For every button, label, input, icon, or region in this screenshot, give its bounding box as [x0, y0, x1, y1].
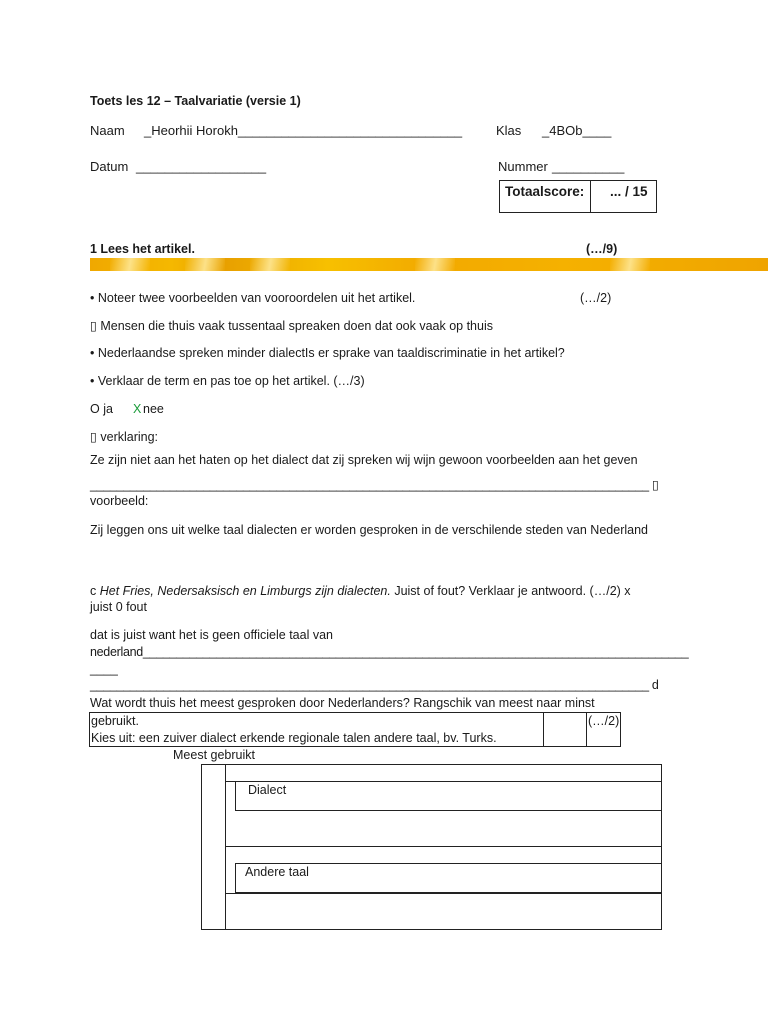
ranking-table	[201, 764, 662, 930]
question-c: c Het Fries, Nedersaksisch en Limburgs zijn dialecten. Juist of fout? Verklaar je antwoord. (…/2) x	[90, 584, 631, 598]
verklaring-label: ▯ verklaring:	[90, 430, 159, 444]
answer-underline: ____________________________________________________________________________________ ▯	[90, 478, 659, 492]
decorative-banner	[90, 258, 768, 271]
rank-1-cell[interactable]	[235, 781, 662, 811]
naam-field[interactable]: _Heorhii Horokh_______________________________	[144, 123, 463, 138]
answer-line-1: ▯ Mensen die thuis vaak tussentaal spreaken doen dat ook vaak op thuis	[90, 319, 493, 333]
question-d-marker: ____________________________________________________________________________________ d	[90, 678, 659, 692]
question-c-answer-3: ____	[90, 662, 118, 676]
option-nee[interactable]: nee	[143, 402, 164, 416]
totaalscore-label: Totaalscore:	[505, 184, 585, 199]
option-ja[interactable]: O ja	[90, 402, 113, 416]
question-a: • Noteer twee voorbeelden van vooroordelen uit het artikel.	[90, 291, 416, 305]
kies-uit-options: Kies uit: een zuiver dialect erkende regionale talen andere taal, bv. Turks.	[91, 731, 497, 745]
question-d-score: (…/2)	[588, 714, 620, 728]
klas-label: Klas	[496, 123, 522, 138]
section-1-score: (…/9)	[586, 242, 618, 256]
rank-2-cell[interactable]	[235, 863, 662, 893]
question-b-instruction: • Verklaar de term en pas toe op het artikel. (…/3)	[90, 374, 365, 388]
question-c-answer-1[interactable]: dat is juist want het is geen officiele taal van	[90, 628, 333, 642]
voorbeeld-label: voorbeeld:	[90, 494, 149, 508]
datum-field[interactable]: __________________	[136, 159, 267, 174]
meest-gebruikt-label: Meest gebruikt	[173, 748, 255, 762]
option-checked-mark[interactable]: X	[133, 402, 142, 416]
verklaring-answer[interactable]: Ze zijn niet aan het haten op het dialect dat zij spreken wij wijn gewoon voorbeelden aan het geven	[90, 453, 638, 467]
test-title: Toets les 12 – Taalvariatie (versie 1)	[90, 94, 301, 108]
question-b: • Nederlaandse spreken minder dialectIs er sprake van taaldiscriminatie in het artikel?	[90, 346, 565, 360]
question-c-answer-2[interactable]: nederland__________________________________________________________________________________	[90, 645, 689, 659]
nummer-field[interactable]: __________	[552, 159, 625, 174]
question-c-options[interactable]: juist 0 fout	[90, 600, 147, 614]
question-d: Wat wordt thuis het meest gesproken door Nederlanders? Rangschik van meest naar minst	[90, 696, 595, 710]
nummer-label: Nummer	[498, 159, 548, 174]
rank-2-value: Andere taal	[245, 865, 309, 879]
missing-glyph-icon: ▯	[651, 478, 659, 492]
question-c-statement: Het Fries, Nedersaksisch en Limburgs zijn dialecten.	[99, 584, 391, 598]
missing-glyph-icon: ▯	[90, 319, 97, 333]
section-1-heading: 1 Lees het artikel.	[90, 242, 195, 256]
question-a-score: (…/2)	[580, 291, 612, 305]
missing-glyph-icon: ▯	[90, 430, 97, 444]
rank-1-value: Dialect	[248, 783, 287, 797]
naam-label: Naam	[90, 123, 125, 138]
totaalscore-box	[499, 180, 657, 213]
totaalscore-value: ... / 15	[610, 184, 648, 199]
question-d-continued: gebruikt.	[91, 714, 139, 728]
datum-label: Datum	[90, 159, 129, 174]
klas-field[interactable]: _4BOb____	[542, 123, 612, 138]
question-d-box	[89, 712, 621, 747]
voorbeeld-answer[interactable]: Zij leggen ons uit welke taal dialecten er worden gesproken in de verschilende steden van Nederland	[90, 523, 648, 537]
